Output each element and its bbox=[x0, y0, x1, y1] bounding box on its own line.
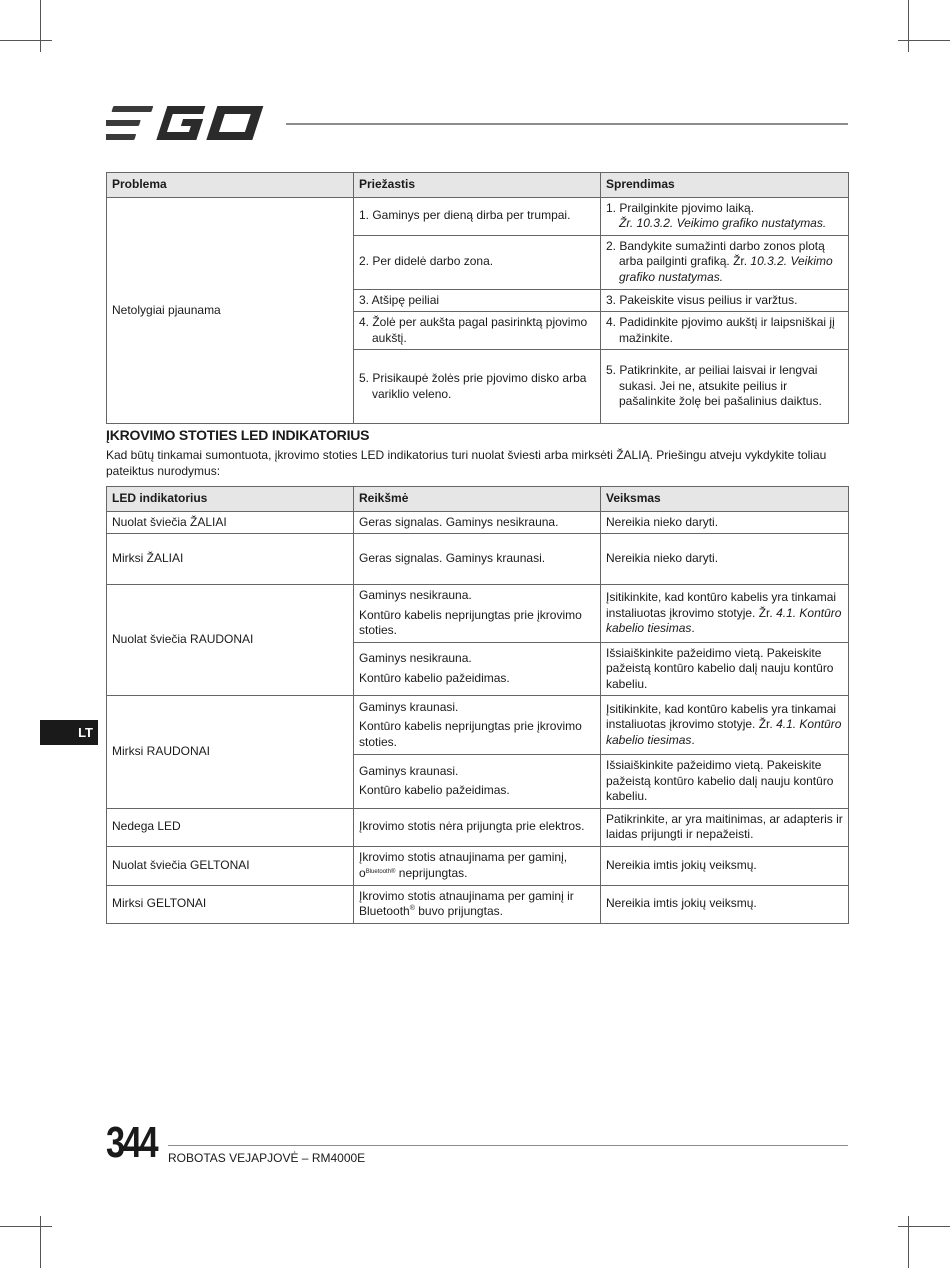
footer-rule bbox=[168, 1145, 848, 1146]
meaning-cell: Įkrovimo stotis atnaujinama per gaminį, $o^{Bluetooth®}$ neprijungtas. bbox=[354, 846, 601, 885]
cause-cell: 4. Žolė per aukšta pagal pasirinktą pjovimo aukštį. bbox=[354, 312, 601, 350]
crop-mark bbox=[40, 0, 41, 52]
table-row bbox=[107, 511, 849, 534]
column-header: Priežastis bbox=[354, 173, 601, 198]
solution-cell: 4. Padidinkite pjovimo aukštį ir laipsniškai jį mažinkite. bbox=[601, 312, 849, 350]
crop-mark bbox=[0, 40, 52, 41]
table-row bbox=[107, 585, 849, 643]
problem-cell: Netolygiai pjaunama bbox=[107, 197, 354, 424]
action-reference: 4.1. Kontūro kabelio tiesimas bbox=[606, 717, 842, 747]
table-row bbox=[107, 885, 849, 923]
led-indicator-table bbox=[106, 486, 849, 924]
meaning-cell: Gaminys nesikrauna. Kontūro kabelio pažeidimas. bbox=[354, 642, 601, 696]
solution-text: 1. Prailginkite pjovimo laiką. bbox=[606, 200, 755, 215]
led-cell: Mirksi ŽALIAI bbox=[107, 534, 354, 585]
meaning-cell: Geras signalas. Gaminys kraunasi. bbox=[354, 534, 601, 585]
table-row bbox=[107, 808, 849, 846]
solution-cell: 3. Pakeiskite visus peilius ir varžtus. bbox=[601, 289, 849, 312]
table-row bbox=[107, 197, 849, 235]
cause-cell: 2. Per didelė darbo zona. bbox=[354, 235, 601, 289]
crop-mark bbox=[40, 1216, 41, 1268]
table-header-row bbox=[107, 173, 849, 198]
led-cell: Nuolat šviečia GELTONAI bbox=[107, 846, 354, 885]
language-tab: LT bbox=[40, 720, 98, 745]
meaning-cell: Gaminys nesikrauna. Kontūro kabelis neprijungtas prie įkrovimo stoties. bbox=[354, 585, 601, 643]
cause-cell: 5. Prisikaupė žolės prie pjovimo disko arba variklio veleno. bbox=[354, 350, 601, 424]
action-cell: Nereikia imtis jokių veiksmų. bbox=[601, 846, 849, 885]
solution-cell: 2. Bandykite sumažinti darbo zonos plotą arba pailginti grafiką. Žr. 10.3.2. Veikimo grafiko nustatymas. bbox=[601, 235, 849, 289]
crop-mark bbox=[908, 1216, 909, 1268]
action-cell: Nereikia nieko daryti. bbox=[601, 511, 849, 534]
section-intro: Kad būtų tinkamai sumontuota, įkrovimo stoties LED indikatorius turi nuolat šviesti arba mirksėti ŽALIĄ. Priešingu atveju vykdykite toliau pateiktus nurodymus: bbox=[106, 448, 827, 478]
footer-title: ROBOTAS VEJAPJOVĖ – RM4000E bbox=[168, 1151, 366, 1165]
crop-mark bbox=[0, 1226, 52, 1227]
led-cell: Mirksi GELTONAI bbox=[107, 885, 354, 923]
crop-mark bbox=[908, 0, 909, 52]
meaning-cell: Įkrovimo stotis atnaujinama per gaminį ir Bluetooth® buvo prijungtas. bbox=[354, 885, 601, 923]
action-cell: Išsiaiškinkite pažeidimo vietą. Pakeiskite pažeistą kontūro kabelio dalį nauju kontūro kabeliu. bbox=[601, 642, 849, 696]
meaning-cell: Geras signalas. Gaminys nesikrauna. bbox=[354, 511, 601, 534]
table-row bbox=[107, 696, 849, 755]
led-cell: Nuolat šviečia RAUDONAI bbox=[107, 585, 354, 696]
page-number: 344 bbox=[106, 1118, 157, 1167]
action-cell: Nereikia imtis jokių veiksmų. bbox=[601, 885, 849, 923]
meaning-cell: Gaminys kraunasi. Kontūro kabelio pažeidimas. bbox=[354, 755, 601, 809]
action-cell: Nereikia nieko daryti. bbox=[601, 534, 849, 585]
section-title: ĮKROVIMO STOTIES LED INDIKATORIUS bbox=[106, 427, 370, 443]
column-header: LED indikatorius bbox=[107, 487, 354, 512]
solution-cell: 5. Patikrinkite, ar peiliai laisvai ir lengvai sukasi. Jei ne, atsukite peilius ir pašalinkite žolę bei pašalinius daiktus. bbox=[601, 350, 849, 424]
led-cell: Nedega LED bbox=[107, 808, 354, 846]
crop-mark bbox=[898, 1226, 950, 1227]
solution-reference: 10.3.2. Veikimo grafiko nustatymas. bbox=[619, 254, 833, 284]
action-cell: Įsitikinkite, kad kontūro kabelis yra tinkamai instaliuotas įkrovimo stotyje. Žr. 4.1. Kontūro kabelio tiesimas. bbox=[601, 585, 849, 643]
column-header: Veiksmas bbox=[601, 487, 849, 512]
cause-cell: 1. Gaminys per dieną dirba per trumpai. bbox=[354, 197, 601, 235]
ego-logo bbox=[106, 104, 276, 142]
led-cell: Mirksi RAUDONAI bbox=[107, 696, 354, 809]
crop-mark bbox=[898, 40, 950, 41]
led-cell: Nuolat šviečia ŽALIAI bbox=[107, 511, 354, 534]
solution-cell bbox=[601, 197, 849, 235]
meaning-cell: Gaminys kraunasi. Kontūro kabelis neprijungtas prie įkrovimo stoties. bbox=[354, 696, 601, 755]
action-reference: 4.1. Kontūro kabelio tiesimas bbox=[606, 605, 842, 635]
cause-cell: 3. Atšipę peiliai bbox=[354, 289, 601, 312]
table-header-row bbox=[107, 487, 849, 512]
action-cell: Išsiaiškinkite pažeidimo vietą. Pakeiskite pažeistą kontūro kabelio dalį nauju kontūro kabeliu. bbox=[601, 755, 849, 809]
column-header: Sprendimas bbox=[601, 173, 849, 198]
meaning-cell: Įkrovimo stotis nėra prijungta prie elektros. bbox=[354, 808, 601, 846]
table-row bbox=[107, 534, 849, 585]
table-row bbox=[107, 846, 849, 885]
column-header: Reikšmė bbox=[354, 487, 601, 512]
action-cell: Įsitikinkite, kad kontūro kabelis yra tinkamai instaliuotas įkrovimo stotyje. Žr. 4.1. Kontūro kabelio tiesimas. bbox=[601, 696, 849, 755]
solution-reference: Žr. 10.3.2. Veikimo grafiko nustatymas. bbox=[619, 216, 827, 230]
column-header: Problema bbox=[107, 173, 354, 198]
header-rule bbox=[286, 123, 848, 125]
action-cell: Patikrinkite, ar yra maitinimas, ar adapteris ir laidas prijungti ir nepažeisti. bbox=[601, 808, 849, 846]
troubleshooting-table bbox=[106, 172, 849, 424]
